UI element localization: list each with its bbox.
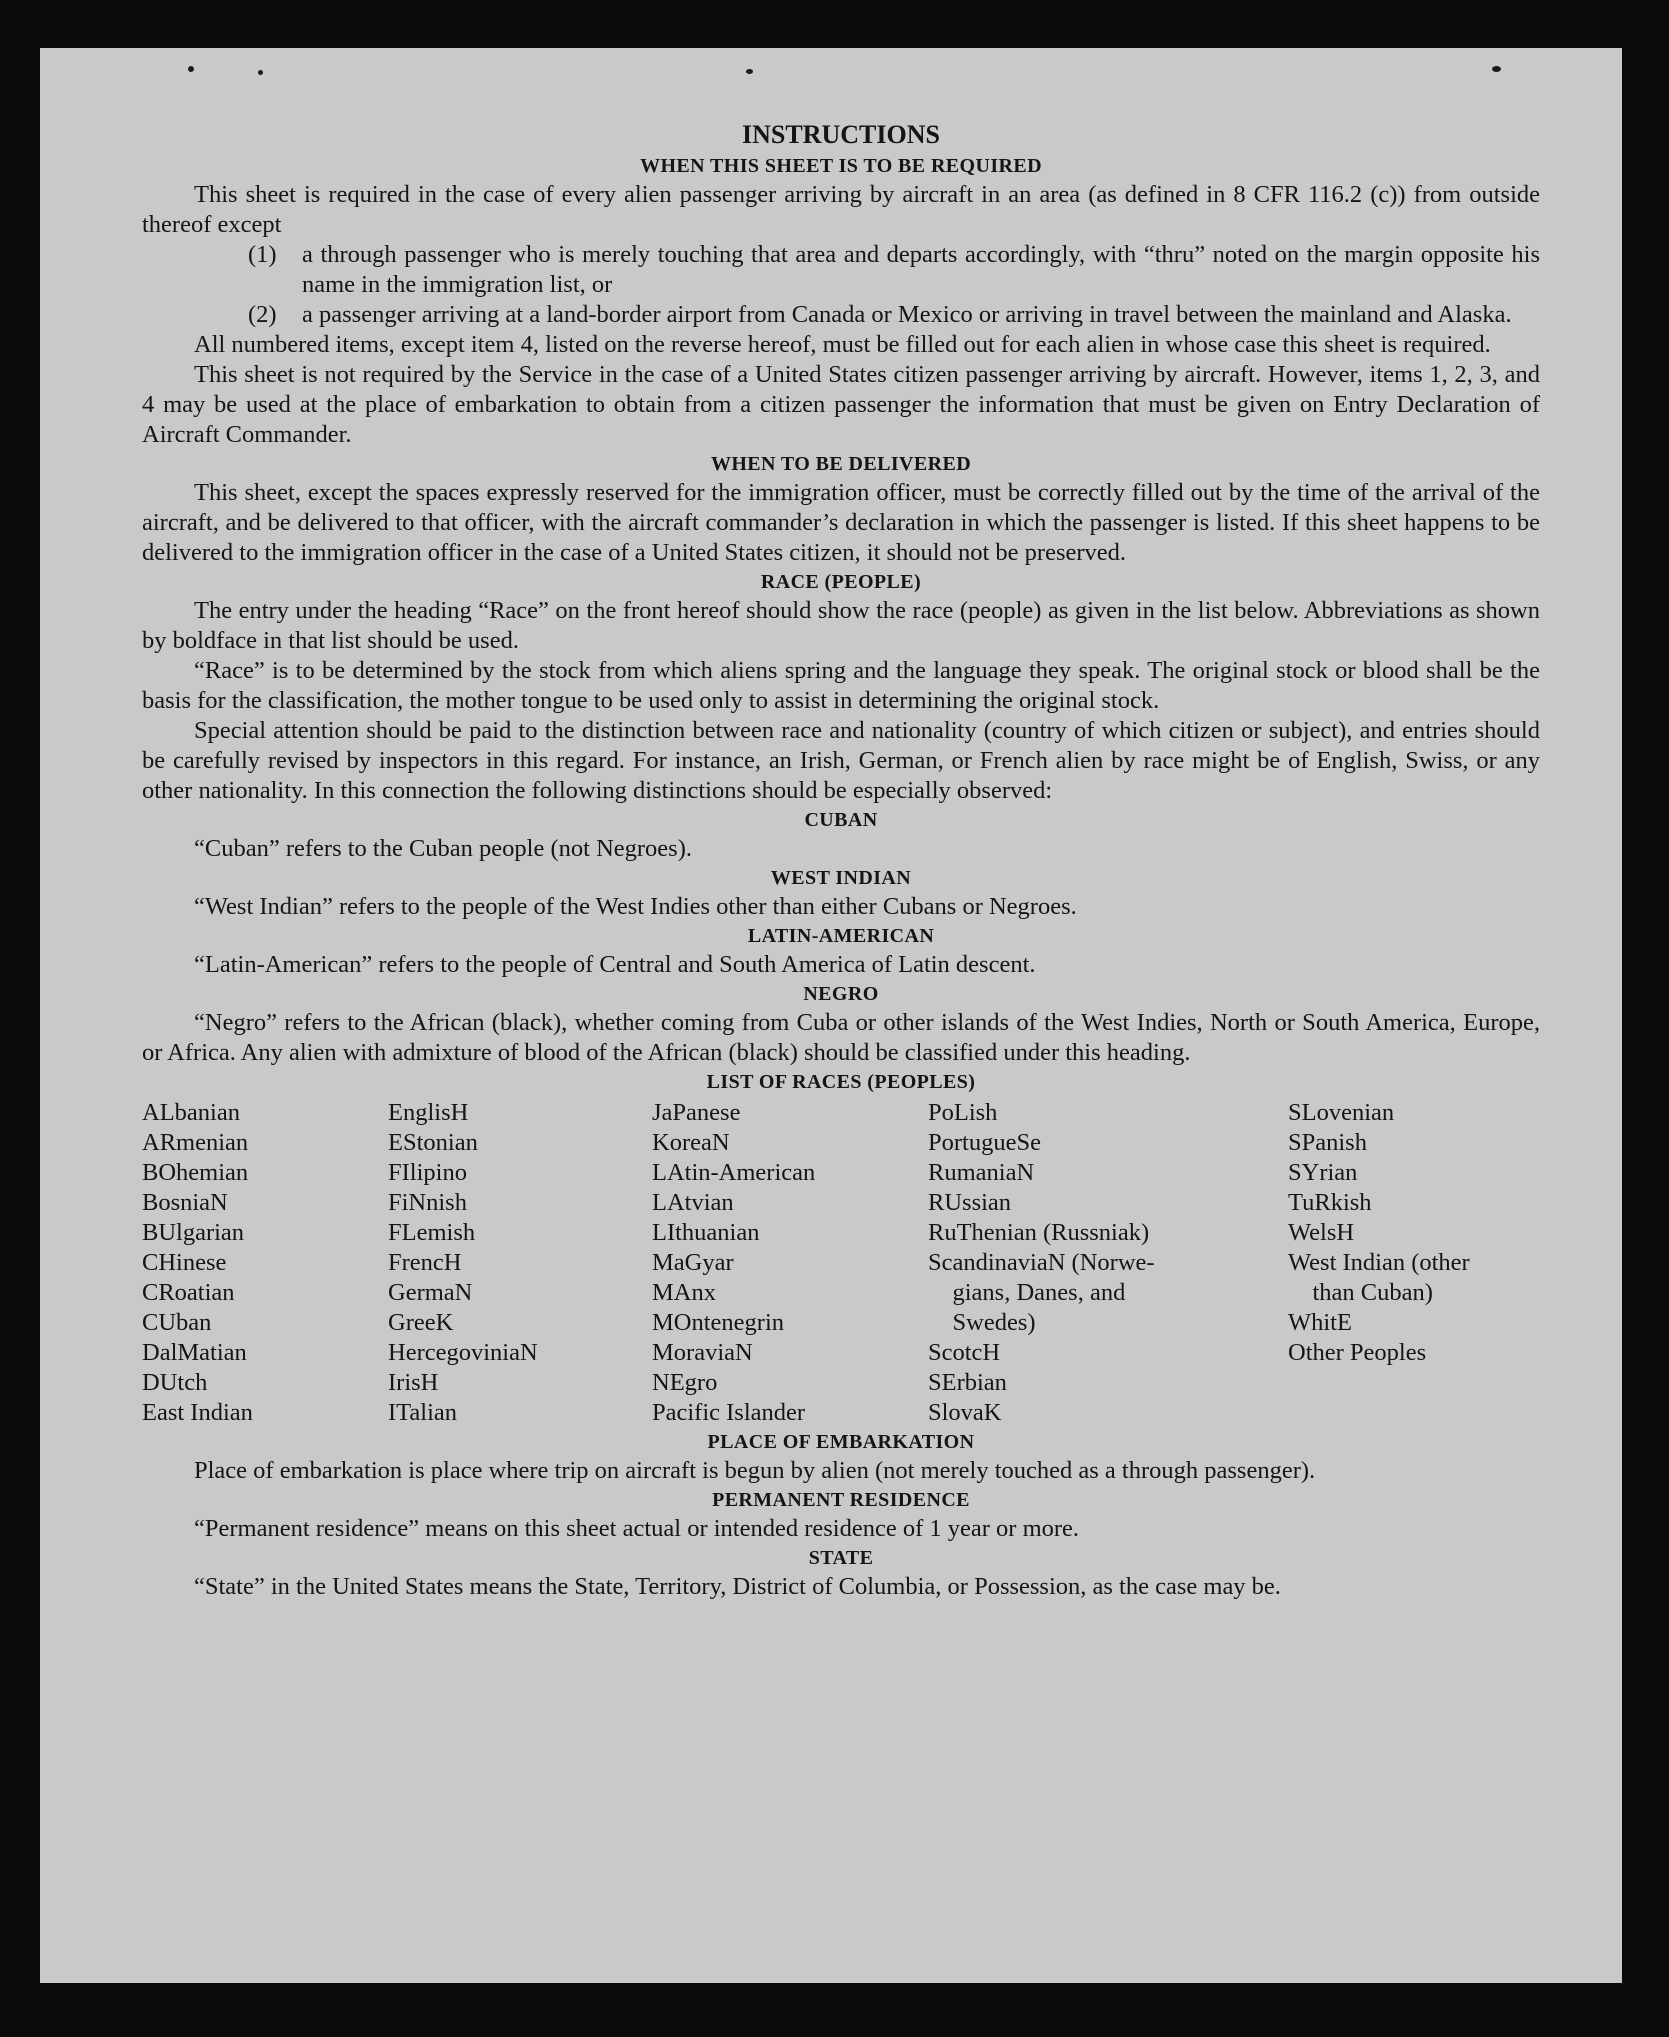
section-heading-state: STATE bbox=[808, 1547, 874, 1569]
race-entry: BUlgarian bbox=[142, 1219, 245, 1246]
race-entry: FIlipino bbox=[388, 1159, 467, 1186]
race-entry: EStonian bbox=[388, 1129, 478, 1156]
race-entry: PortugueSe bbox=[928, 1129, 1041, 1156]
paragraph: “Negro” refers to the African (black), whether coming from Cuba or other islands of the West Indies, North or South America, Europe, or Africa. Any alien with admixture of blood of the African (black) should be classified under this heading. bbox=[142, 1009, 1540, 1066]
race-entry: ARmenian bbox=[142, 1129, 249, 1156]
paragraph: “Cuban” refers to the Cuban people (not Negroes). bbox=[194, 835, 692, 862]
race-entry: Swedes) bbox=[928, 1309, 1036, 1336]
race-entry: CUban bbox=[142, 1309, 212, 1336]
races-column bbox=[142, 1098, 388, 1428]
race-entry: BosniaN bbox=[142, 1189, 228, 1216]
race-entry: IrisH bbox=[388, 1369, 439, 1396]
race-entry: TuRkish bbox=[1288, 1189, 1372, 1216]
race-entry: ITalian bbox=[388, 1399, 458, 1426]
paragraph: This sheet is required in the case of every alien passenger arriving by aircraft in an area (as defined in 8 CFR 116.2 (c)) from outside thereof except bbox=[142, 181, 1540, 238]
race-entry: SYrian bbox=[1288, 1159, 1358, 1186]
section-heading-delivered: WHEN TO BE DELIVERED bbox=[710, 453, 972, 475]
races-column bbox=[1288, 1098, 1540, 1428]
section-heading-required: WHEN THIS SHEET IS TO BE REQUIRED bbox=[640, 155, 1042, 177]
paragraph: Special attention should be paid to the distinction between race and nationality (country of which citizen or subject), and entries should be carefully revised by inspectors in this regard. For instance, an Irish, German, or French alien by race might be of English, Swiss, or any other nationality. In this connection the following distinctions should be especially observed: bbox=[142, 717, 1540, 804]
race-entry: LAtvian bbox=[652, 1189, 734, 1216]
race-entry: gians, Danes, and bbox=[928, 1279, 1126, 1306]
race-entry: Other Peoples bbox=[1288, 1339, 1427, 1366]
section-heading-races-list: LIST OF RACES (PEOPLES) bbox=[706, 1071, 976, 1093]
race-entry: East Indian bbox=[142, 1399, 253, 1426]
list-item bbox=[248, 300, 1540, 330]
punch-mark bbox=[1492, 66, 1501, 72]
section-heading-cuban: CUBAN bbox=[804, 809, 878, 831]
document-page bbox=[40, 48, 1622, 1983]
race-entry: LAtin-American bbox=[652, 1159, 816, 1186]
section-heading-negro: NEGRO bbox=[803, 983, 879, 1005]
list-item bbox=[248, 240, 1540, 300]
race-entry: GermaN bbox=[388, 1279, 473, 1306]
race-entry: BOhemian bbox=[142, 1159, 249, 1186]
instructions-body bbox=[142, 118, 1540, 1602]
list-item-text: a through passenger who is merely touching that area and departs accordingly, with “thru” noted on the margin opposite his name in the immigration list, or bbox=[302, 241, 1540, 298]
paragraph: “West Indian” refers to the people of the West Indies other than either Cubans or Negroes. bbox=[194, 893, 1077, 920]
paragraph: Place of embarkation is place where trip on aircraft is begun by alien (not merely touched as a through passenger). bbox=[194, 1457, 1316, 1484]
paragraph: The entry under the heading “Race” on the front hereof should show the race (people) as given in the list below. Abbreviations as shown by boldface in that list should be used. bbox=[142, 597, 1540, 654]
paragraph: This sheet is not required by the Service in the case of a United States citizen passenger arriving by aircraft. However, items 1, 2, 3, and 4 may be used at the place of embarkation to obtain from a citizen passenger the information that must be given on Entry Declaration of Aircraft Commander. bbox=[142, 361, 1540, 448]
paragraph: “Latin-American” refers to the people of Central and South America of Latin descent. bbox=[194, 951, 1036, 978]
race-entry: DalMatian bbox=[142, 1339, 247, 1366]
paragraph: “Permanent residence” means on this sheet actual or intended residence of 1 year or more. bbox=[194, 1515, 1080, 1542]
race-entry: CRoatian bbox=[142, 1279, 235, 1306]
race-entry: Pacific Islander bbox=[652, 1399, 806, 1426]
race-entry: KoreaN bbox=[652, 1129, 730, 1156]
race-entry: FiNnish bbox=[388, 1189, 467, 1216]
race-entry: EnglisH bbox=[388, 1099, 469, 1126]
race-entry: ALbanian bbox=[142, 1099, 240, 1126]
paragraph: “State” in the United States means the State, Territory, District of Columbia, or Possession, as the case may be. bbox=[194, 1573, 1281, 1600]
punch-mark bbox=[746, 69, 753, 74]
race-entry: RumaniaN bbox=[928, 1159, 1035, 1186]
list-item-text: a passenger arriving at a land-border airport from Canada or Mexico or arriving in travel between the mainland and Alaska. bbox=[302, 301, 1512, 328]
races-list bbox=[142, 1098, 1540, 1428]
race-entry: NEgro bbox=[652, 1369, 718, 1396]
section-heading-race: RACE (PEOPLE) bbox=[760, 571, 922, 593]
race-entry: SlovaK bbox=[928, 1399, 1002, 1426]
punch-mark bbox=[258, 70, 263, 75]
race-entry: MAnx bbox=[652, 1279, 716, 1306]
races-column bbox=[928, 1098, 1288, 1428]
paragraph: “Race” is to be determined by the stock from which aliens spring and the language they speak. The original stock or blood shall be the basis for the classification, the mother tongue to be used only to assist in determining the original stock. bbox=[142, 657, 1540, 714]
section-heading-residence: PERMANENT RESIDENCE bbox=[712, 1489, 970, 1511]
race-entry: than Cuban) bbox=[1288, 1279, 1433, 1306]
race-entry: RuThenian (Russniak) bbox=[928, 1219, 1150, 1246]
section-heading-latin-american: LATIN-AMERICAN bbox=[747, 925, 935, 947]
race-entry: ScotcH bbox=[928, 1339, 1001, 1366]
race-entry: WhitE bbox=[1288, 1309, 1352, 1336]
punch-mark bbox=[188, 66, 194, 72]
race-entry: DUtch bbox=[142, 1369, 208, 1396]
race-entry: PoLish bbox=[928, 1099, 998, 1126]
race-entry: GreeK bbox=[388, 1309, 454, 1336]
list-item-number: (1) bbox=[248, 241, 277, 268]
section-heading-west-indian: WEST INDIAN bbox=[770, 867, 912, 889]
race-entry: SErbian bbox=[928, 1369, 1007, 1396]
race-entry: JaPanese bbox=[652, 1099, 741, 1126]
races-column bbox=[388, 1098, 652, 1428]
race-entry: West Indian (other bbox=[1288, 1249, 1470, 1276]
race-entry: HercegoviniaN bbox=[388, 1339, 538, 1366]
race-entry: ScandinaviaN (Norwe- bbox=[928, 1249, 1155, 1276]
race-entry: WelsH bbox=[1288, 1219, 1355, 1246]
race-entry: SLovenian bbox=[1288, 1099, 1395, 1126]
race-entry: MaGyar bbox=[652, 1249, 734, 1276]
paragraph: This sheet, except the spaces expressly reserved for the immigration officer, must be correctly filled out by the time of the arrival of the aircraft, and be delivered to that officer, with the aircraft commander’s declaration in which the passenger is listed. If this sheet happens to be delivered to the immigration officer in the case of a United States citizen, it should not be preserved. bbox=[142, 479, 1540, 566]
race-entry: CHinese bbox=[142, 1249, 227, 1276]
races-column bbox=[652, 1098, 928, 1428]
page-title: INSTRUCTIONS bbox=[742, 120, 940, 149]
race-entry: RUssian bbox=[928, 1189, 1012, 1216]
race-entry: SPanish bbox=[1288, 1129, 1367, 1156]
list-item-number: (2) bbox=[248, 301, 277, 328]
race-entry: FrencH bbox=[388, 1249, 462, 1276]
section-heading-embarkation: PLACE OF EMBARKATION bbox=[707, 1431, 975, 1453]
race-entry: LIthuanian bbox=[652, 1219, 760, 1246]
race-entry: MOntenegrin bbox=[652, 1309, 784, 1336]
race-entry: MoraviaN bbox=[652, 1339, 753, 1366]
race-entry: FLemish bbox=[388, 1219, 476, 1246]
paragraph: All numbered items, except item 4, listed on the reverse hereof, must be filled out for each alien in whose case this sheet is required. bbox=[194, 331, 1491, 358]
